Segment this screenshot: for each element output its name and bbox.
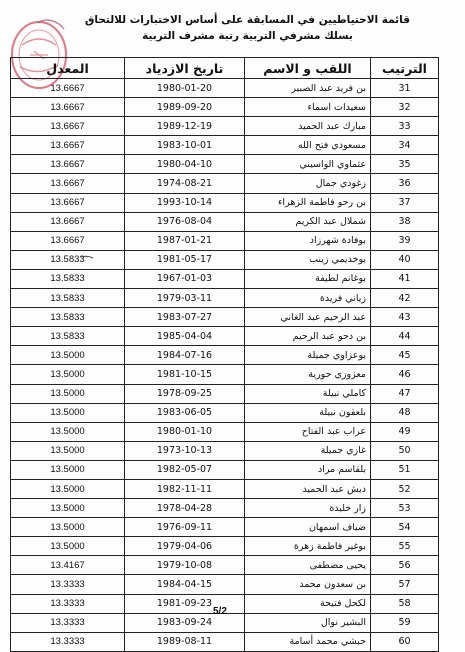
rank-cell: 33	[371, 117, 439, 136]
score-cell: 13.5000	[11, 365, 125, 384]
rank-cell: 35	[371, 155, 439, 174]
table-row	[11, 269, 439, 288]
score-cell: 13.5000	[11, 518, 125, 537]
rank-cell: 40	[371, 250, 439, 269]
score-cell: 13.5833	[11, 250, 125, 269]
score-cell: 13.5000	[11, 479, 125, 498]
score-cell: 13.5000	[11, 460, 125, 479]
table-row	[11, 212, 439, 231]
birthdate-cell: 1993-10-14	[125, 193, 245, 212]
score-cell: 13.3333	[11, 594, 125, 613]
table-row	[11, 155, 439, 174]
name-cell: بوعزاوي جميلة	[245, 346, 371, 365]
score-cell: 13.6667	[11, 79, 125, 98]
table-row	[11, 575, 439, 594]
table-row	[11, 537, 439, 556]
name-cell: بوخديمي زينب	[245, 250, 371, 269]
birthdate-cell: 1980-01-10	[125, 422, 245, 441]
rank-cell: 54	[371, 518, 439, 537]
rank-cell: 57	[371, 575, 439, 594]
rank-cell: 42	[371, 289, 439, 308]
birthdate-cell: 1981-10-15	[125, 365, 245, 384]
birthdate-cell: 1987-01-21	[125, 231, 245, 250]
table-row	[11, 136, 439, 155]
name-cell: زغودي جمال	[245, 174, 371, 193]
score-cell: 13.3333	[11, 613, 125, 632]
document-header	[70, 12, 425, 44]
birthdate-cell: 1978-09-25	[125, 384, 245, 403]
rank-cell: 32	[371, 98, 439, 117]
table-row	[11, 632, 439, 651]
rank-cell: 37	[371, 193, 439, 212]
score-cell: 13.5833	[11, 308, 125, 327]
rank-cell: 43	[371, 308, 439, 327]
rank-cell: 58	[371, 594, 439, 613]
name-cell: ضياف اسمهان	[245, 518, 371, 537]
table-row	[11, 231, 439, 250]
birthdate-cell: 1982-11-11	[125, 479, 245, 498]
score-cell: 13.6667	[11, 98, 125, 117]
table-row	[11, 499, 439, 518]
birthdate-cell: 1973-10-13	[125, 441, 245, 460]
score-cell: 13.5000	[11, 384, 125, 403]
birthdate-cell: 1978-04-28	[125, 499, 245, 518]
name-cell: البشير نوال	[245, 613, 371, 632]
rank-cell: 51	[371, 460, 439, 479]
rank-cell: 60	[371, 632, 439, 651]
name-cell: بوغير فاطمة زهرة	[245, 537, 371, 556]
table-row	[11, 289, 439, 308]
birthdate-cell: 1979-04-06	[125, 537, 245, 556]
table-row	[11, 460, 439, 479]
score-cell: 13.5000	[11, 537, 125, 556]
name-cell: سعيدات اسماء	[245, 98, 371, 117]
birthdate-cell: 1983-09-24	[125, 613, 245, 632]
score-cell: 13.5000	[11, 441, 125, 460]
birthdate-cell: 1983-10-01	[125, 136, 245, 155]
rank-cell: 34	[371, 136, 439, 155]
name-cell: زار خليدة	[245, 499, 371, 518]
score-cell: 13.6667	[11, 231, 125, 250]
birthdate-cell: 1983-06-05	[125, 403, 245, 422]
score-cell: 13.5000	[11, 346, 125, 365]
table-row	[11, 117, 439, 136]
birthdate-cell: 1984-07-16	[125, 346, 245, 365]
name-cell: بلعقون نبيلة	[245, 403, 371, 422]
name-cell: بوغانم لطيفة	[245, 269, 371, 288]
rank-cell: 31	[371, 79, 439, 98]
table-row	[11, 479, 439, 498]
birthdate-cell: 1982-05-07	[125, 460, 245, 479]
birthdate-cell: 1976-08-04	[125, 212, 245, 231]
rank-cell: 55	[371, 537, 439, 556]
column-header-date: تاريخ الازدياد	[125, 58, 245, 79]
score-cell: 13.6667	[11, 136, 125, 155]
rank-cell: 49	[371, 422, 439, 441]
table-row	[11, 403, 439, 422]
birthdate-cell: 1984-04-15	[125, 575, 245, 594]
name-cell: كاملي نبيلة	[245, 384, 371, 403]
rank-cell: 36	[371, 174, 439, 193]
table-row	[11, 327, 439, 346]
birthdate-cell: 1967-01-03	[125, 269, 245, 288]
rank-cell: 53	[371, 499, 439, 518]
score-cell: 13.4167	[11, 556, 125, 575]
score-cell: 13.6667	[11, 174, 125, 193]
table-row	[11, 250, 439, 269]
birthdate-cell: 1979-10-08	[125, 556, 245, 575]
birthdate-cell: 1989-08-11	[125, 632, 245, 651]
score-cell: 13.5833	[11, 327, 125, 346]
score-cell: 13.5833	[11, 269, 125, 288]
birthdate-cell: 1980-01-20	[125, 79, 245, 98]
name-cell: حبشي محمد أسامة	[245, 632, 371, 651]
birthdate-cell: 1976-09-11	[125, 518, 245, 537]
page-number: 5/2	[213, 606, 227, 617]
birthdate-cell: 1980-04-10	[125, 155, 245, 174]
column-header-name: اللقب و الاسم	[245, 58, 371, 79]
rank-cell: 41	[371, 269, 439, 288]
birthdate-cell: 1981-05-17	[125, 250, 245, 269]
name-cell: معزوزي حورية	[245, 365, 371, 384]
table-body	[11, 79, 439, 652]
name-cell: بن فريد عبد الصبير	[245, 79, 371, 98]
table-row	[11, 384, 439, 403]
birthdate-cell: 1989-09-20	[125, 98, 245, 117]
name-cell: عبد الرحيم عبد الغاني	[245, 308, 371, 327]
table-row	[11, 422, 439, 441]
rank-cell: 52	[371, 479, 439, 498]
name-cell: ديش عبد الحميد	[245, 479, 371, 498]
name-cell: بن دحو عبد الرحيم	[245, 327, 371, 346]
name-cell: شملال عبد الكريم	[245, 212, 371, 231]
score-cell: 13.5833	[11, 289, 125, 308]
name-cell: عثماوي الواسيني	[245, 155, 371, 174]
name-cell: مبارك عبد الحميد	[245, 117, 371, 136]
name-cell: بلقاسم مراد	[245, 460, 371, 479]
score-cell: 13.6667	[11, 193, 125, 212]
score-cell: 13.5000	[11, 422, 125, 441]
birthdate-cell: 1985-04-04	[125, 327, 245, 346]
column-header-rank: الترتيب	[371, 58, 439, 79]
table-row	[11, 518, 439, 537]
rank-cell: 45	[371, 346, 439, 365]
rank-cell: 47	[371, 384, 439, 403]
table-row	[11, 441, 439, 460]
birthdate-cell: 1989-12-19	[125, 117, 245, 136]
rank-cell: 50	[371, 441, 439, 460]
table-row	[11, 193, 439, 212]
table-row	[11, 556, 439, 575]
table-row	[11, 365, 439, 384]
score-cell: 13.6667	[11, 155, 125, 174]
rank-cell: 44	[371, 327, 439, 346]
rank-cell: 56	[371, 556, 439, 575]
table-row	[11, 346, 439, 365]
score-cell: 13.6667	[11, 117, 125, 136]
birthdate-cell: 1974-08-21	[125, 174, 245, 193]
rank-cell: 48	[371, 403, 439, 422]
name-cell: بوفادة شهرزاد	[245, 231, 371, 250]
rank-cell: 59	[371, 613, 439, 632]
table-row	[11, 79, 439, 98]
rank-cell: 46	[371, 365, 439, 384]
name-cell: بن رحو فاطمة الزهراء	[245, 193, 371, 212]
name-cell: لكحل فتيحة	[245, 594, 371, 613]
rank-cell: 39	[371, 231, 439, 250]
score-cell: 13.5000	[11, 499, 125, 518]
name-cell: يحيى مصطفى	[245, 556, 371, 575]
reserves-table	[10, 57, 439, 652]
birthdate-cell: 1979-03-11	[125, 289, 245, 308]
name-cell: زياني فريدة	[245, 289, 371, 308]
score-cell: 13.3333	[11, 575, 125, 594]
table-header-row	[11, 58, 439, 79]
table-row	[11, 308, 439, 327]
pen-mark	[80, 255, 94, 259]
name-cell: مسعودي فتح الله	[245, 136, 371, 155]
name-cell: غازي جميلة	[245, 441, 371, 460]
score-cell: 13.3333	[11, 632, 125, 651]
name-cell: عراب عبد الفتاح	[245, 422, 371, 441]
score-cell: 13.5000	[11, 403, 125, 422]
column-header-score: المعدل	[11, 58, 125, 79]
birthdate-cell: 1981-09-23	[125, 594, 245, 613]
birthdate-cell: 1983-07-27	[125, 308, 245, 327]
name-cell: بن سعدون محمد	[245, 575, 371, 594]
table-row	[11, 174, 439, 193]
header-title: قائمة الاحتياطيين في المسابقة على أساس الاختبارات للالتحاق	[85, 14, 410, 26]
rank-cell: 38	[371, 212, 439, 231]
table-row	[11, 98, 439, 117]
header-subtitle: بسلك مشرفي التربية رتبة مشرف التربية	[142, 30, 353, 42]
score-cell: 13.6667	[11, 212, 125, 231]
